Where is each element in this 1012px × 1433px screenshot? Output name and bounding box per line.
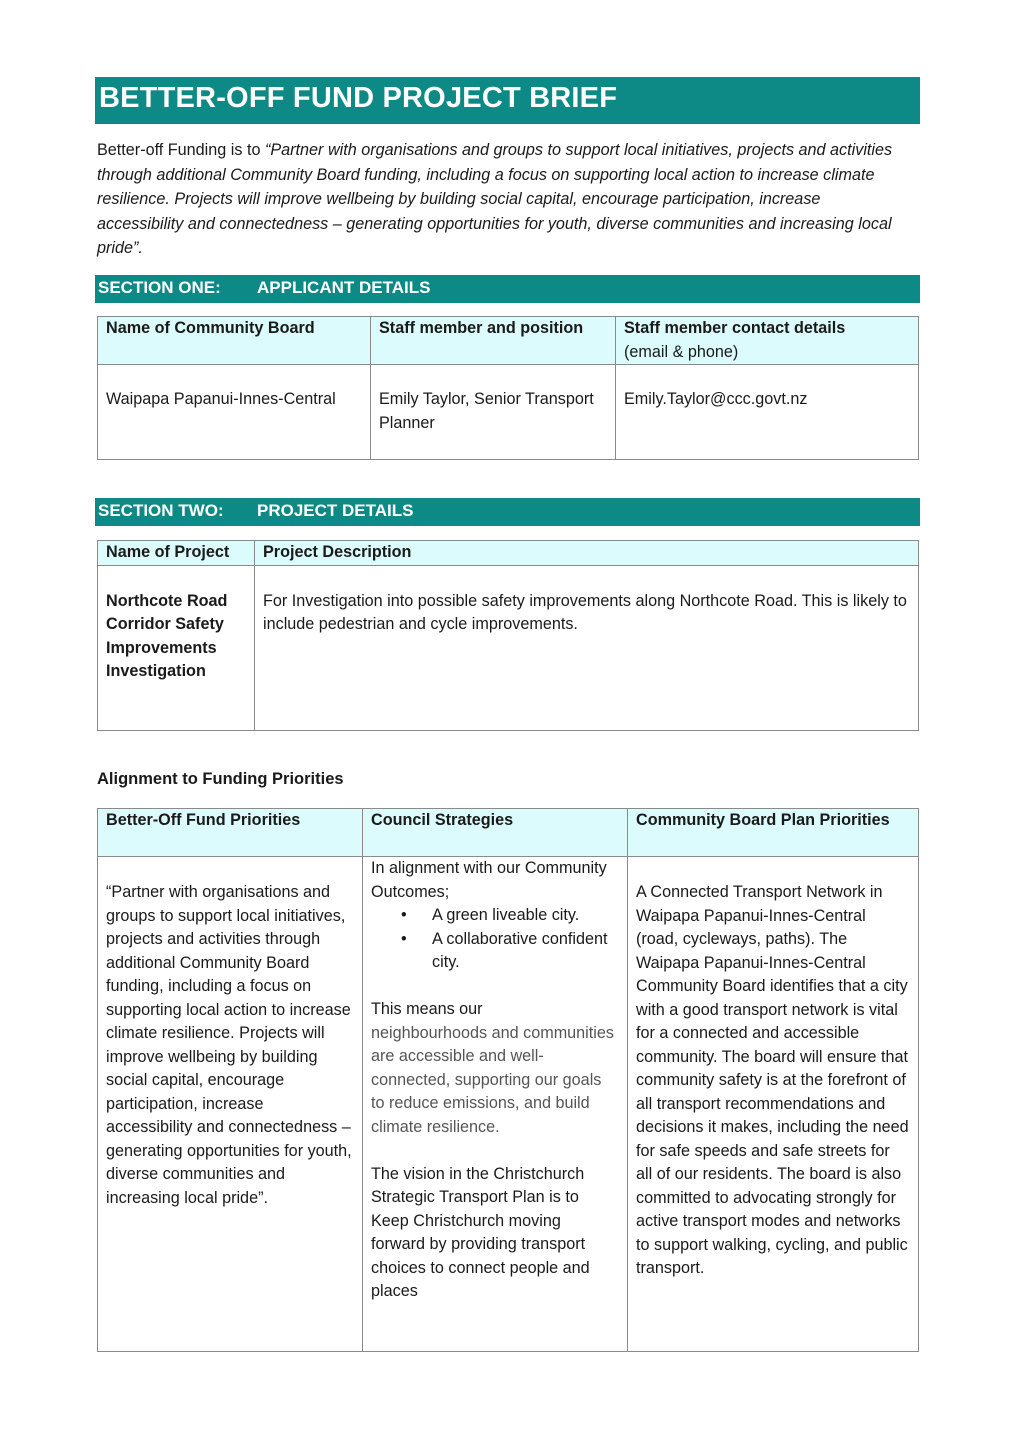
community-outcomes-list [371, 904, 619, 975]
staff-member-value: Emily Taylor, Senior Transport Planner [371, 365, 616, 460]
project-name-value: Northcote Road Corridor Safety Improvements Investigation [98, 565, 255, 730]
list-item: • A collaborative confident city. [401, 929, 608, 971]
table-header-row [98, 541, 919, 566]
table-row [98, 365, 919, 460]
section-one-number: SECTION ONE: [98, 278, 221, 297]
section-one-title: APPLICANT DETAILS [257, 278, 431, 297]
council-lead: In alignment with our Community Outcomes; [371, 859, 607, 901]
alignment-heading: Alignment to Funding Priorities [97, 770, 344, 788]
header-board-plan-priorities: Community Board Plan Priorities [628, 809, 919, 857]
header-staff-member: Staff member and position [371, 317, 616, 365]
section-two-bar [95, 498, 920, 526]
intro-prefix: Better-off Funding is to [97, 141, 265, 159]
document-title: BETTER-OFF FUND PROJECT BRIEF [99, 82, 618, 114]
council-strategies-cell [363, 857, 628, 1352]
header-contact-details: Staff member contact details (email & phone) [616, 317, 919, 365]
section-two-number: SECTION TWO: [98, 501, 224, 520]
fund-priorities-text: “Partner with organisations and groups to support local initiatives, projects and activities through additional Community Board funding, including a focus on supporting local action to increase climate resilience. Projects will improve wellbeing by building social capital, encourage participation, increase accessibility and connectedness – generating opportunities for youth, diverse communities and increasing local pride”. [98, 857, 363, 1352]
header-project-description: Project Description [255, 541, 919, 566]
section-two-title: PROJECT DETAILS [257, 501, 414, 520]
alignment-table [97, 808, 919, 1352]
header-contact-sub: (email & phone) [624, 342, 739, 361]
list-item: • A green liveable city. [371, 904, 619, 928]
intro-paragraph [97, 138, 907, 261]
document-title-bar [95, 77, 920, 124]
project-description-value: For Investigation into possible safety improvements along Northcote Road. This is likely to include pedestrian and cycle improvements. [255, 565, 919, 730]
table-header-row [98, 809, 919, 857]
contact-details-value: Emily.Taylor@ccc.govt.nz [616, 365, 919, 460]
header-community-board: Name of Community Board [98, 317, 371, 365]
board-plan-priorities-text: A Connected Transport Network in Waipapa Papanui-Innes-Central (road, cycleways, paths). The Waipapa Papanui-Innes-Central Community Board identifies that a city with a good transport network is vital for a connected and accessible community. The board will ensure that community safety is at the forefront of all transport recommendations and decisions it makes, including the need for safe speeds and safe streets for all of our residents. The board is also committed to advocating strongly for active transport modes and networks to support walking, cycling, and public transport. [628, 857, 919, 1352]
intro-quote: “Partner with organisations and groups to support local initiatives, projects and activities through additional Community Board funding, including a focus on supporting local action to increase climate resilience. Projects will improve wellbeing by building social capital, encourage participation, increase accessibility and connectedness – generating opportunities for youth, diverse communities and increasing local pride”. [97, 141, 893, 258]
table-row [98, 565, 919, 730]
section-one-bar [95, 275, 920, 303]
table-header-row [98, 317, 919, 365]
table-row [98, 857, 919, 1352]
community-board-value: Waipapa Papanui-Innes-Central [98, 365, 371, 460]
bullet-icon: • [401, 906, 407, 924]
council-means-text: This means our neighbourhoods and communities are accessible and well-connected, supporting our goals to reduce emissions, and build climate resilience. [371, 1000, 614, 1136]
header-council-strategies: Council Strategies [363, 809, 628, 857]
header-project-name: Name of Project [98, 541, 255, 566]
applicant-details-table [97, 316, 919, 460]
council-vision-text: The vision in the Christchurch Strategic Transport Plan is to Keep Christchurch moving forward by providing transport choices to connect people and places [371, 1164, 590, 1300]
bullet-icon: • [401, 929, 407, 948]
project-details-table [97, 540, 919, 731]
header-fund-priorities: Better-Off Fund Priorities [98, 809, 363, 857]
